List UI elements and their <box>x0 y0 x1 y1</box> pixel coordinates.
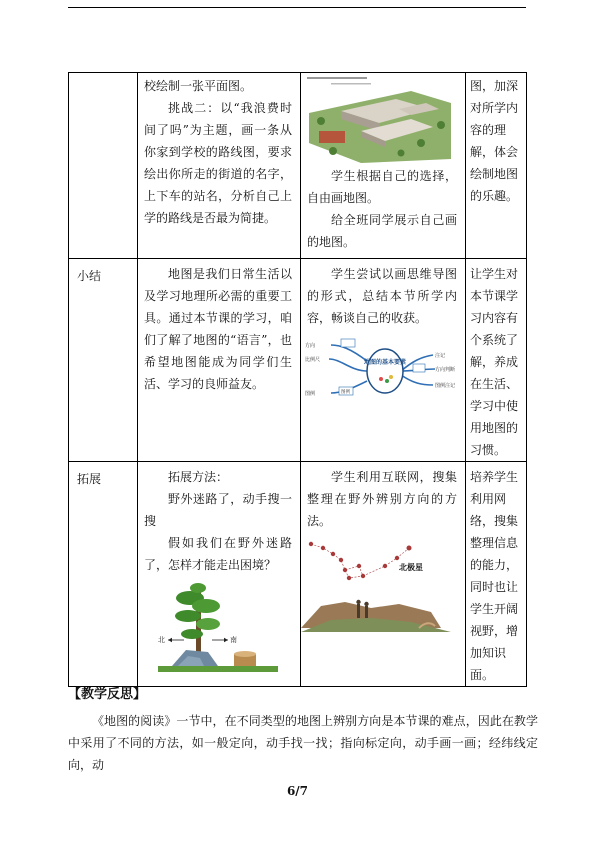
objective-text: 图，加深对所学内容的理解，体会绘制地图的乐趣。 <box>470 79 519 203</box>
mind-map-branch: 注记 <box>435 353 446 359</box>
activity-cell <box>301 259 466 462</box>
mind-map-branch: 方向 <box>305 343 316 349</box>
row-label-cell <box>69 73 138 259</box>
objective-text: 培养学生利用网络，搜集整理信息的能力，同时也让学生开阔视野，增加知识面。 <box>470 470 519 682</box>
mind-map-node: 图例 <box>341 390 350 395</box>
content-paragraph: 拓展方法： <box>168 470 229 484</box>
table-row <box>69 259 527 462</box>
content-cell <box>138 259 301 462</box>
activity-cell <box>301 462 466 687</box>
table-row <box>69 462 527 687</box>
campus-aerial-image <box>301 73 464 165</box>
reflection-body <box>68 710 538 776</box>
mind-map-branch: 图例 <box>305 391 316 397</box>
activity-paragraph: 学生根据自己的选择，自由画地图。 <box>307 169 457 205</box>
content-paragraph: 校绘制一张平面图。 <box>144 79 253 93</box>
objective-cell <box>466 259 527 462</box>
content-paragraph: 假如我们在野外迷路了，怎样才能走出困境？ <box>144 536 292 572</box>
activity-cell <box>301 73 466 259</box>
row-label-cell <box>69 462 138 687</box>
mind-map-branch: 比例尺 <box>305 357 321 363</box>
polaris-label: 北极星 <box>399 563 423 572</box>
lesson-table <box>68 72 527 687</box>
page-number: 6/7 <box>286 784 309 798</box>
table-row <box>69 73 527 259</box>
header-rule <box>68 7 526 8</box>
reflection-title: 【教学反思】 <box>68 687 147 702</box>
activity-paragraph: 学生利用互联网，搜集整理在野外辨别方向的方法。 <box>307 470 457 528</box>
objective-cell <box>466 73 527 259</box>
mind-map-image <box>301 331 464 411</box>
mind-map-branch: 方向判断 <box>435 367 456 373</box>
row-label: 小结 <box>77 269 102 283</box>
mind-map-center: 地图的基本要素 <box>363 359 407 366</box>
north-label: 北 <box>158 636 165 644</box>
activity-paragraph: 学生尝试以画思维导图的形式，总结本节所学内容，畅谈自己的收获。 <box>307 267 457 325</box>
content-paragraph: 野外迷路了，动手搜一搜 <box>144 492 292 528</box>
tree-direction-image <box>138 580 301 676</box>
content-paragraph: 地图是我们日常生活以及学习地理所必需的重要工具。通过本节课的学习，咱们了解了地图的“语言”，也希望地图能成为同学们生活、学习的良师益友。 <box>144 267 292 391</box>
mind-map-branch: 图例注记 <box>435 383 456 389</box>
objective-cell <box>466 462 527 687</box>
row-label-cell <box>69 259 138 462</box>
south-label: 南 <box>230 636 237 644</box>
polaris-stars-image <box>301 536 464 640</box>
content-cell <box>138 73 301 259</box>
row-label: 拓展 <box>77 472 102 486</box>
reflection-text: 《地图的阅读》一节中，在不同类型的地图上辨别方向是本节课的难点，因此在教学中采用了不同的方法，如一般定向，动手找一找；指向标定向，动手画一画；经纬线定向，动 <box>68 714 538 772</box>
content-paragraph: 挑战二：以“我浪费时间了吗”为主题，画一条从你家到学校的路线图，要求绘出你所走的街道的名字，上下车的站名，分析自己上学的路线是否最为简捷。 <box>144 101 292 225</box>
activity-paragraph: 给全班同学展示自己画的地图。 <box>307 213 457 249</box>
objective-text: 让学生对本节课学习内容有个系统了解，养成在生活、学习中使用地图的习惯。 <box>470 267 519 457</box>
content-cell <box>138 462 301 687</box>
